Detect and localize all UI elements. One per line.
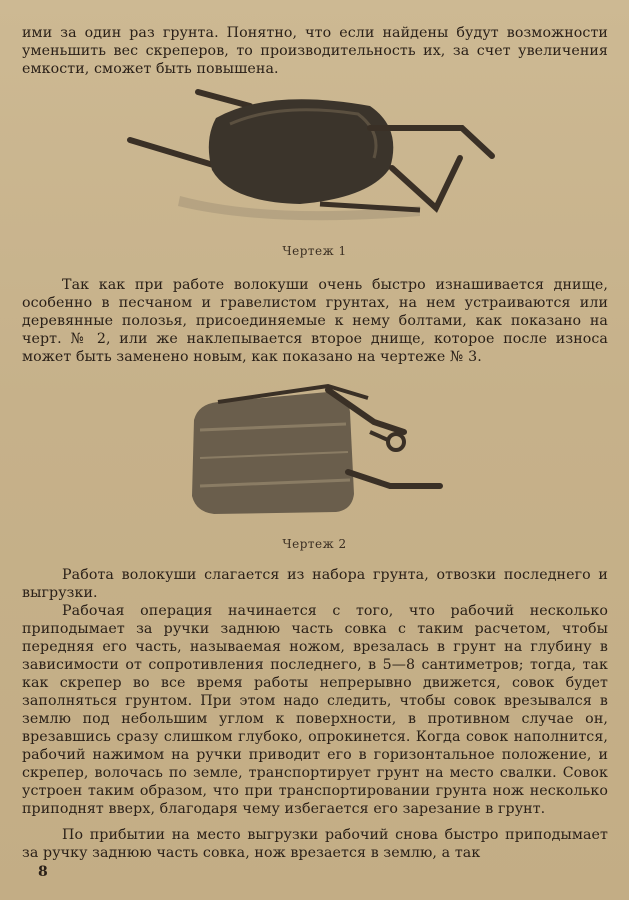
paragraph-1: ими за один раз грунта. Понятно, что если найдены будут возможности уменьшить вес скреперов, то производительность их, за счет увеличения емкости, сможет быть повышена. bbox=[22, 25, 608, 77]
page-number: 8 bbox=[38, 864, 48, 880]
paragraph-2: Так как при работе волокуши очень быстро изнашивается днище, особенно в песчаном и гравелистом грунтах, на нем устраиваются или деревянные полозья, присоединяемые к нему болтами, как показано на черт. № 2, или же наклепывается второе днище, которое после износа может быть заменено новым, как показано на чертеже № 3. bbox=[22, 277, 608, 365]
paragraph-4: Рабочая операция начинается с того, что рабочий несколько приподымает за ручки заднюю часть совка с таким расчетом, чтобы передняя его часть, называемая ножом, врезалась в грунт на глубину в зависимости от сопротивления последнего, в 5—8 сантиметров; тогда, так как скрепер во все время работы непрерывно движется, совок будет заполняться грунтом. При этом надо следить, чтобы совок врезывался в землю под небольшим углом к поверхности, в противном случае он, врезавшись сразу слишком глубоко, опрокинется. Когда совок наполнится, рабочий нажимом на ручки приводит его в горизонтальное положение, и скрепер, волочась по земле, транспортирует грунт на место свалки. Совок устроен таким образом, что при транспортировании грунта нож несколько приподнят вверх, благодаря чему избегается его зарезание в грунт. bbox=[22, 603, 608, 817]
figure-2-caption: Чертеж 2 bbox=[282, 537, 347, 551]
paragraph-3: Работа волокуши слагается из набора грунта, отвозки последнего и выгрузки. bbox=[22, 567, 608, 601]
figure-1-caption: Чертеж 1 bbox=[282, 244, 347, 258]
scraper-drawing-1 bbox=[120, 88, 500, 238]
paragraph-5: По прибытии на место выгрузки рабочий снова быстро приподымает за ручку заднюю часть совка, нож врезается в землю, а так bbox=[22, 827, 608, 861]
scraper-drawing-2 bbox=[178, 382, 448, 522]
